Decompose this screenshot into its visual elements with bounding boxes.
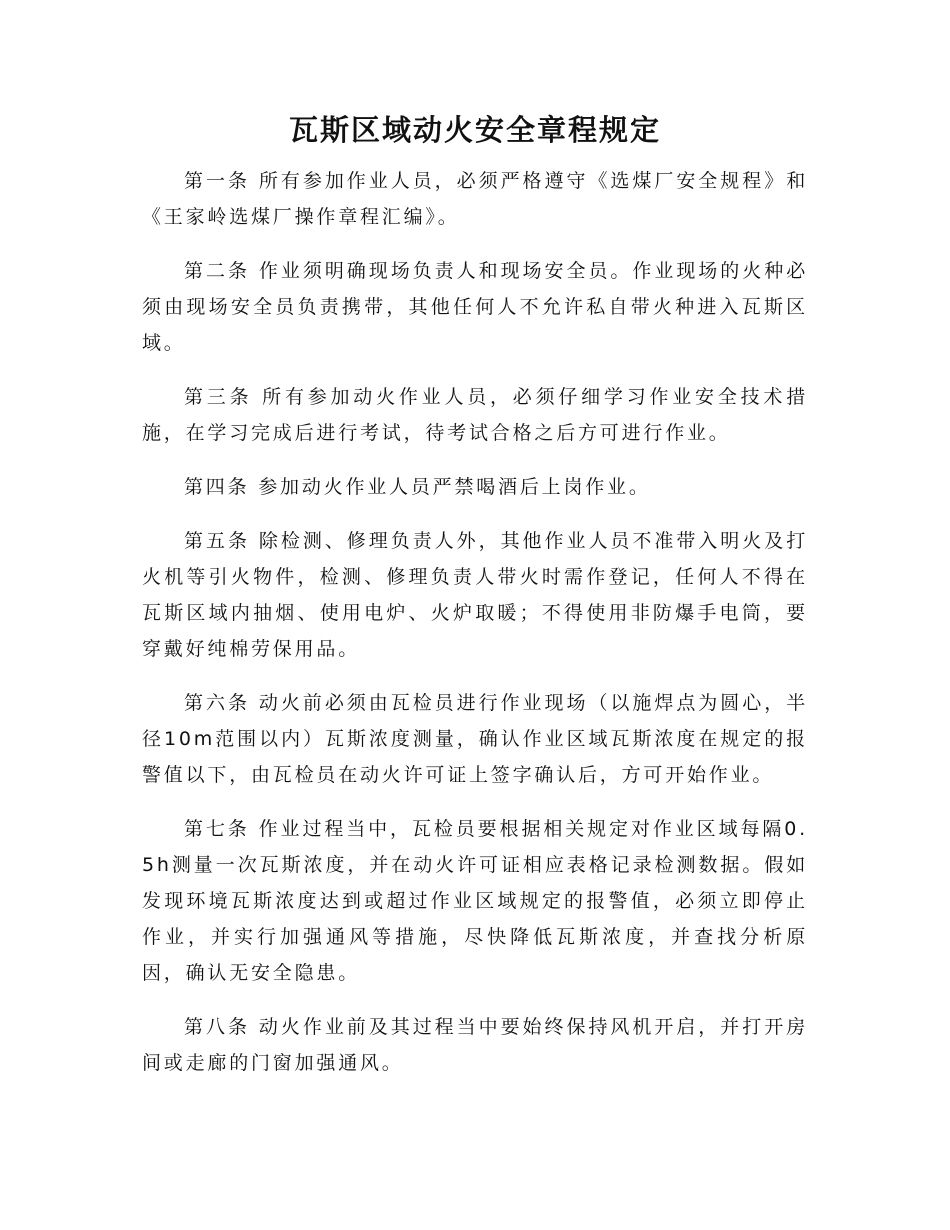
- article-1: 第一条 所有参加作业人员，必须严格遵守《选煤厂安全规程》和《王家岭选煤厂操作章程汇编》。: [142, 170, 808, 228]
- article-5: 第五条 除检测、修理负责人外，其他作业人员不准带入明火及打火机等引火物件，检测、修理负责人带火时需作登记，任何人不得在瓦斯区域内抽烟、使用电炉、火炉取暖；不得使用非防爆手电筒，要穿戴好纯棉劳保用品。: [142, 530, 808, 660]
- article-3: 第三条 所有参加动火作业人员，必须仔细学习作业安全技术措施，在学习完成后进行考试，待考试合格之后方可进行作业。: [142, 386, 808, 444]
- article-4: 第四条 参加动火作业人员严禁喝酒后上岗作业。: [184, 476, 651, 498]
- document-body: [142, 163, 808, 1099]
- article-8: 第八条 动火作业前及其过程当中要始终保持风机开启，并打开房间或走廊的门窗加强通风。: [142, 1016, 808, 1074]
- article-2: 第二条 作业须明确现场负责人和现场安全员。作业现场的火种必须由现场安全员负责携带，其他任何人不允许私自带火种进入瓦斯区域。: [142, 260, 808, 354]
- article-6: 第六条 动火前必须由瓦检员进行作业现场（以施焊点为圆心，半径10m范围以内）瓦斯浓度测量，确认作业区域瓦斯浓度在规定的报警值以下，由瓦检员在动火许可证上签字确认后，方可开始作业。: [142, 692, 808, 786]
- document-title: 瓦斯区域动火安全章程规定: [288, 113, 661, 147]
- article-7: 第七条 作业过程当中，瓦检员要根据相关规定对作业区域每隔0.5h测量一次瓦斯浓度，并在动火许可证相应表格记录检测数据。假如发现环境瓦斯浓度达到或超过作业区域规定的报警值，必须立即停止作业，并实行加强通风等措施，尽快降低瓦斯浓度，并查找分析原因，确认无安全隐患。: [142, 818, 808, 984]
